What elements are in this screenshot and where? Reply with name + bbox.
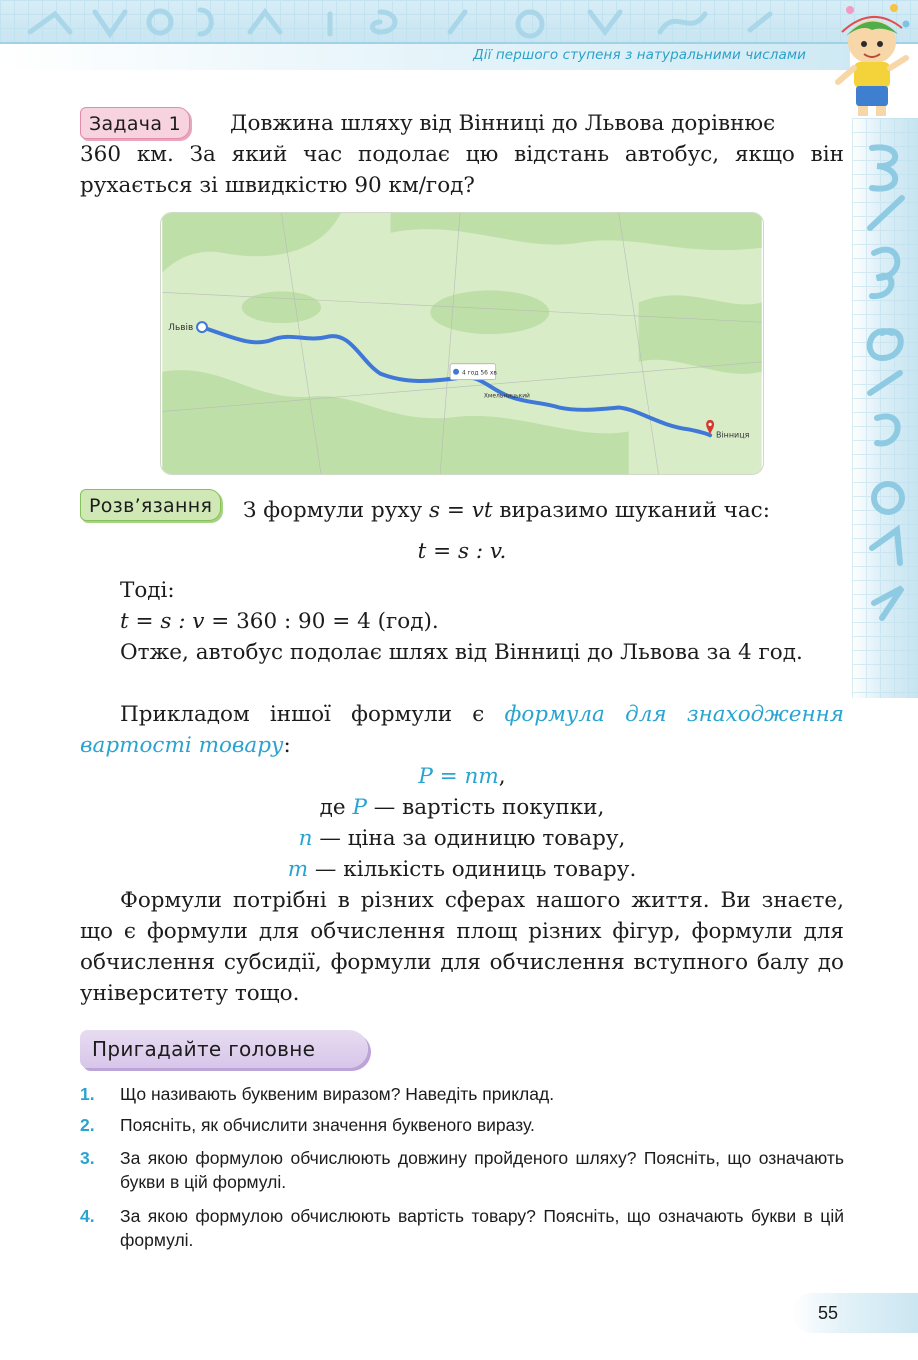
solution-label: Розв’язання (80, 489, 221, 521)
chapter-title: Дії першого ступеня з натуральними числами (473, 47, 806, 63)
then-word: Тоді: (120, 578, 175, 603)
example-intro: Прикладом іншої формули є формула для знаходження вартості товару: (80, 702, 845, 758)
side-numbers-doodle-icon (852, 118, 918, 698)
solution-intro: З формули руху s = vt виразимо шуканий час: (243, 498, 770, 523)
task-text: 360 км. За який час подолає цю відстань автобус, якщо він рухається зі швидкістю 90 км/год? (80, 142, 844, 198)
header-band (0, 0, 918, 44)
map-start-label: Львів (168, 323, 194, 334)
list-item: 4. За якою формулою обчислюють вартість товару? Поясніть, що означають букви в цій формулі. (80, 1206, 844, 1250)
review-heading: Пригадайте головне (80, 1030, 368, 1068)
price-def-p: де P — вартість покупки, (319, 795, 605, 820)
header-doodles-icon (0, 2, 840, 42)
closing-paragraph: Формули потрібні в різних сферах нашого життя. Ви знаєте, що є формули для обчислення площ різних фігур, формули для обчислення субсидії, формули для обчислення вступного балу до університету тощо. (80, 888, 844, 1006)
list-item: 1. Що називають буквеним виразом? Наведіть приклад. (80, 1084, 555, 1104)
route-map (160, 212, 764, 475)
price-def-m: m — кількість одиниць товару. (287, 857, 637, 882)
conclusion: Отже, автобус подолає шлях від Вінниці до Львова за 4 год. (120, 640, 803, 665)
mascot-boy-icon (832, 2, 914, 118)
list-item: 3. За якою формулою обчислюють довжину пройденого шляху? Поясніть, що означають букви в цій формулі. (80, 1148, 844, 1192)
map-mid-label: Хмельницький (483, 392, 530, 400)
list-item: 2. Поясніть, як обчислити значення буквеного виразу. (80, 1115, 535, 1135)
page-number: 55 (792, 1293, 918, 1333)
calculation: t = s : v = 360 : 90 = 4 (год). (120, 609, 439, 634)
price-formula: P = nm, (418, 764, 506, 789)
map-end-label: Вінниця (716, 430, 750, 440)
price-def-n: n — ціна за одиницю товару, (298, 826, 626, 851)
task-label: Задача 1 (80, 107, 190, 139)
task-text-first-line: Довжина шляху від Вінниці до Львова дорівнює (230, 111, 776, 136)
time-formula: t = s : v. (417, 539, 507, 564)
map-route-label: 4 год 56 хв (462, 369, 497, 377)
